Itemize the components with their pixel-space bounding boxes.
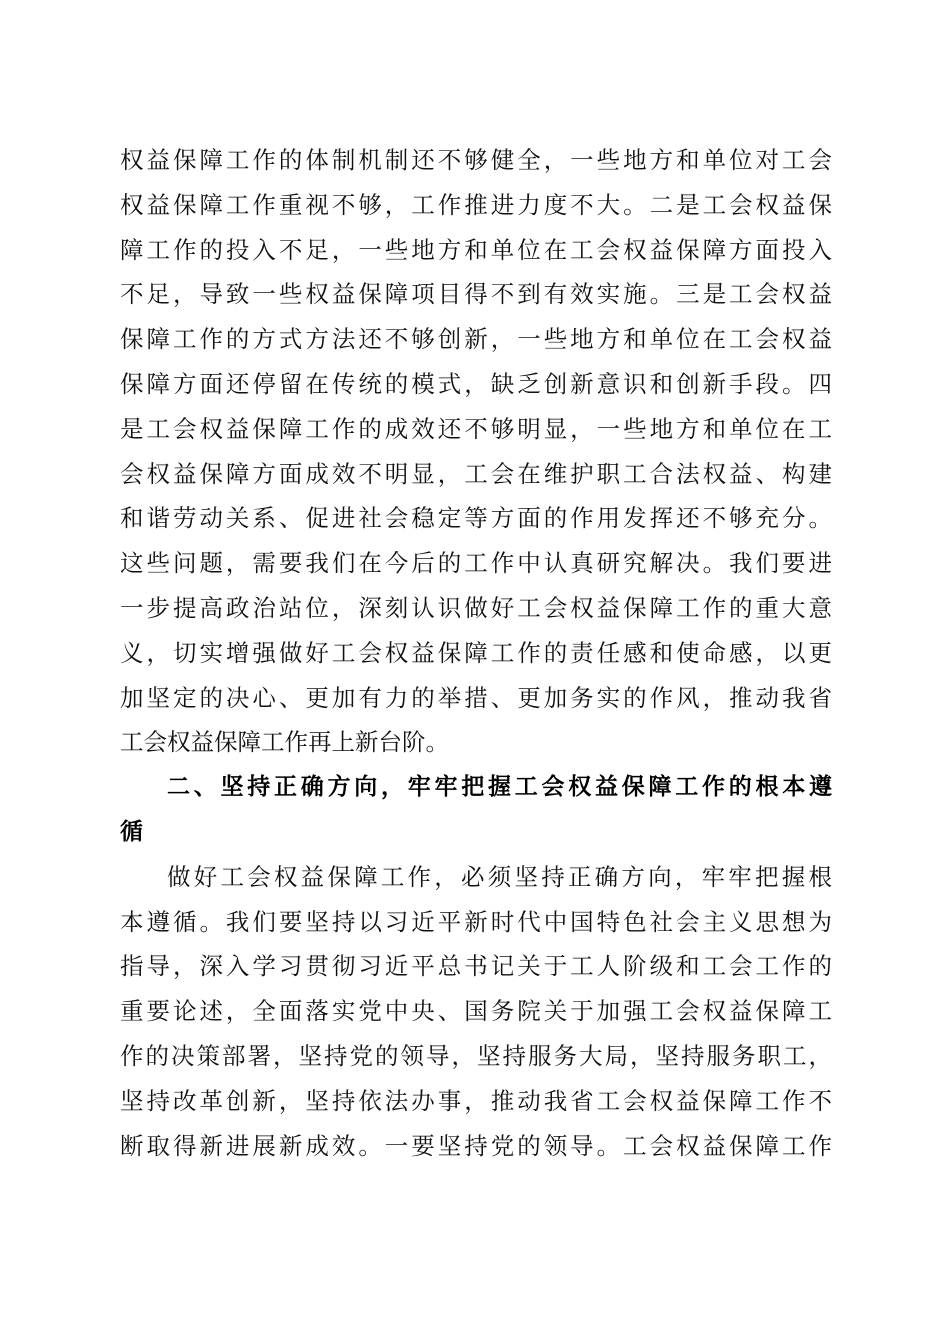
paragraph-line: 断取得新进展新成效。一要坚持党的领导。工会权益保障工作 xyxy=(120,1131,832,1160)
paragraph-line: 坚持改革创新，坚持依法办事，推动我省工会权益保障工作不 xyxy=(120,1086,832,1115)
paragraph-line: 障工作的投入不足，一些地方和单位在工会权益保障方面投入 xyxy=(120,235,832,264)
paragraph-line: 一步提高政治站位，深刻认识做好工会权益保障工作的重大意 xyxy=(120,593,832,622)
paragraph-line: 不足，导致一些权益保障项目得不到有效实施。三是工会权益 xyxy=(120,280,832,309)
paragraph-line: 作的决策部署，坚持党的领导，坚持服务大局，坚持服务职工， xyxy=(120,1041,832,1070)
paragraph-line: 保障工作的方式方法还不够创新，一些地方和单位在工会权益 xyxy=(120,325,832,354)
paragraph-line: 权益保障工作的体制机制还不够健全，一些地方和单位对工会 xyxy=(120,146,832,174)
paragraph-line: 和谐劳动关系、促进社会稳定等方面的作用发挥还不够充分。 xyxy=(120,504,832,533)
document-page xyxy=(120,138,832,1168)
paragraph-line: 义，切实增强做好工会权益保障工作的责任感和使命感，以更 xyxy=(120,638,832,667)
paragraph-line: 会权益保障方面成效不明显，工会在维护职工合法权益、构建 xyxy=(120,459,832,488)
paragraph-line: 重要论述，全面落实党中央、国务院关于加强工会权益保障工 xyxy=(120,997,832,1026)
section-heading-line: 循 xyxy=(120,818,143,845)
paragraph-line: 是工会权益保障工作的成效还不够明显，一些地方和单位在工 xyxy=(120,414,832,443)
body-paragraph-2 xyxy=(120,855,832,1169)
section-heading xyxy=(120,765,832,855)
body-paragraph-1 xyxy=(120,138,832,765)
paragraph-line: 指导，深入学习贯彻习近平总书记关于工人阶级和工会工作的 xyxy=(120,952,832,981)
section-heading-line: 二、坚持正确方向，牢牢把握工会权益保障工作的根本遵 xyxy=(167,774,832,801)
paragraph-line: 权益保障工作重视不够，工作推进力度不大。二是工会权益保 xyxy=(120,190,832,219)
paragraph-line: 这些问题，需要我们在今后的工作中认真研究解决。我们要进 xyxy=(120,549,832,578)
paragraph-line: 工会权益保障工作再上新台阶。 xyxy=(120,728,449,757)
paragraph-line: 本遵循。我们要坚持以习近平新时代中国特色社会主义思想为 xyxy=(120,907,832,936)
paragraph-line: 加坚定的决心、更加有力的举措、更加务实的作风，推动我省 xyxy=(120,683,832,712)
paragraph-line: 保障方面还停留在传统的模式，缺乏创新意识和创新手段。四 xyxy=(120,369,832,398)
paragraph-line: 做好工会权益保障工作，必须坚持正确方向，牢牢把握根 xyxy=(167,862,832,891)
